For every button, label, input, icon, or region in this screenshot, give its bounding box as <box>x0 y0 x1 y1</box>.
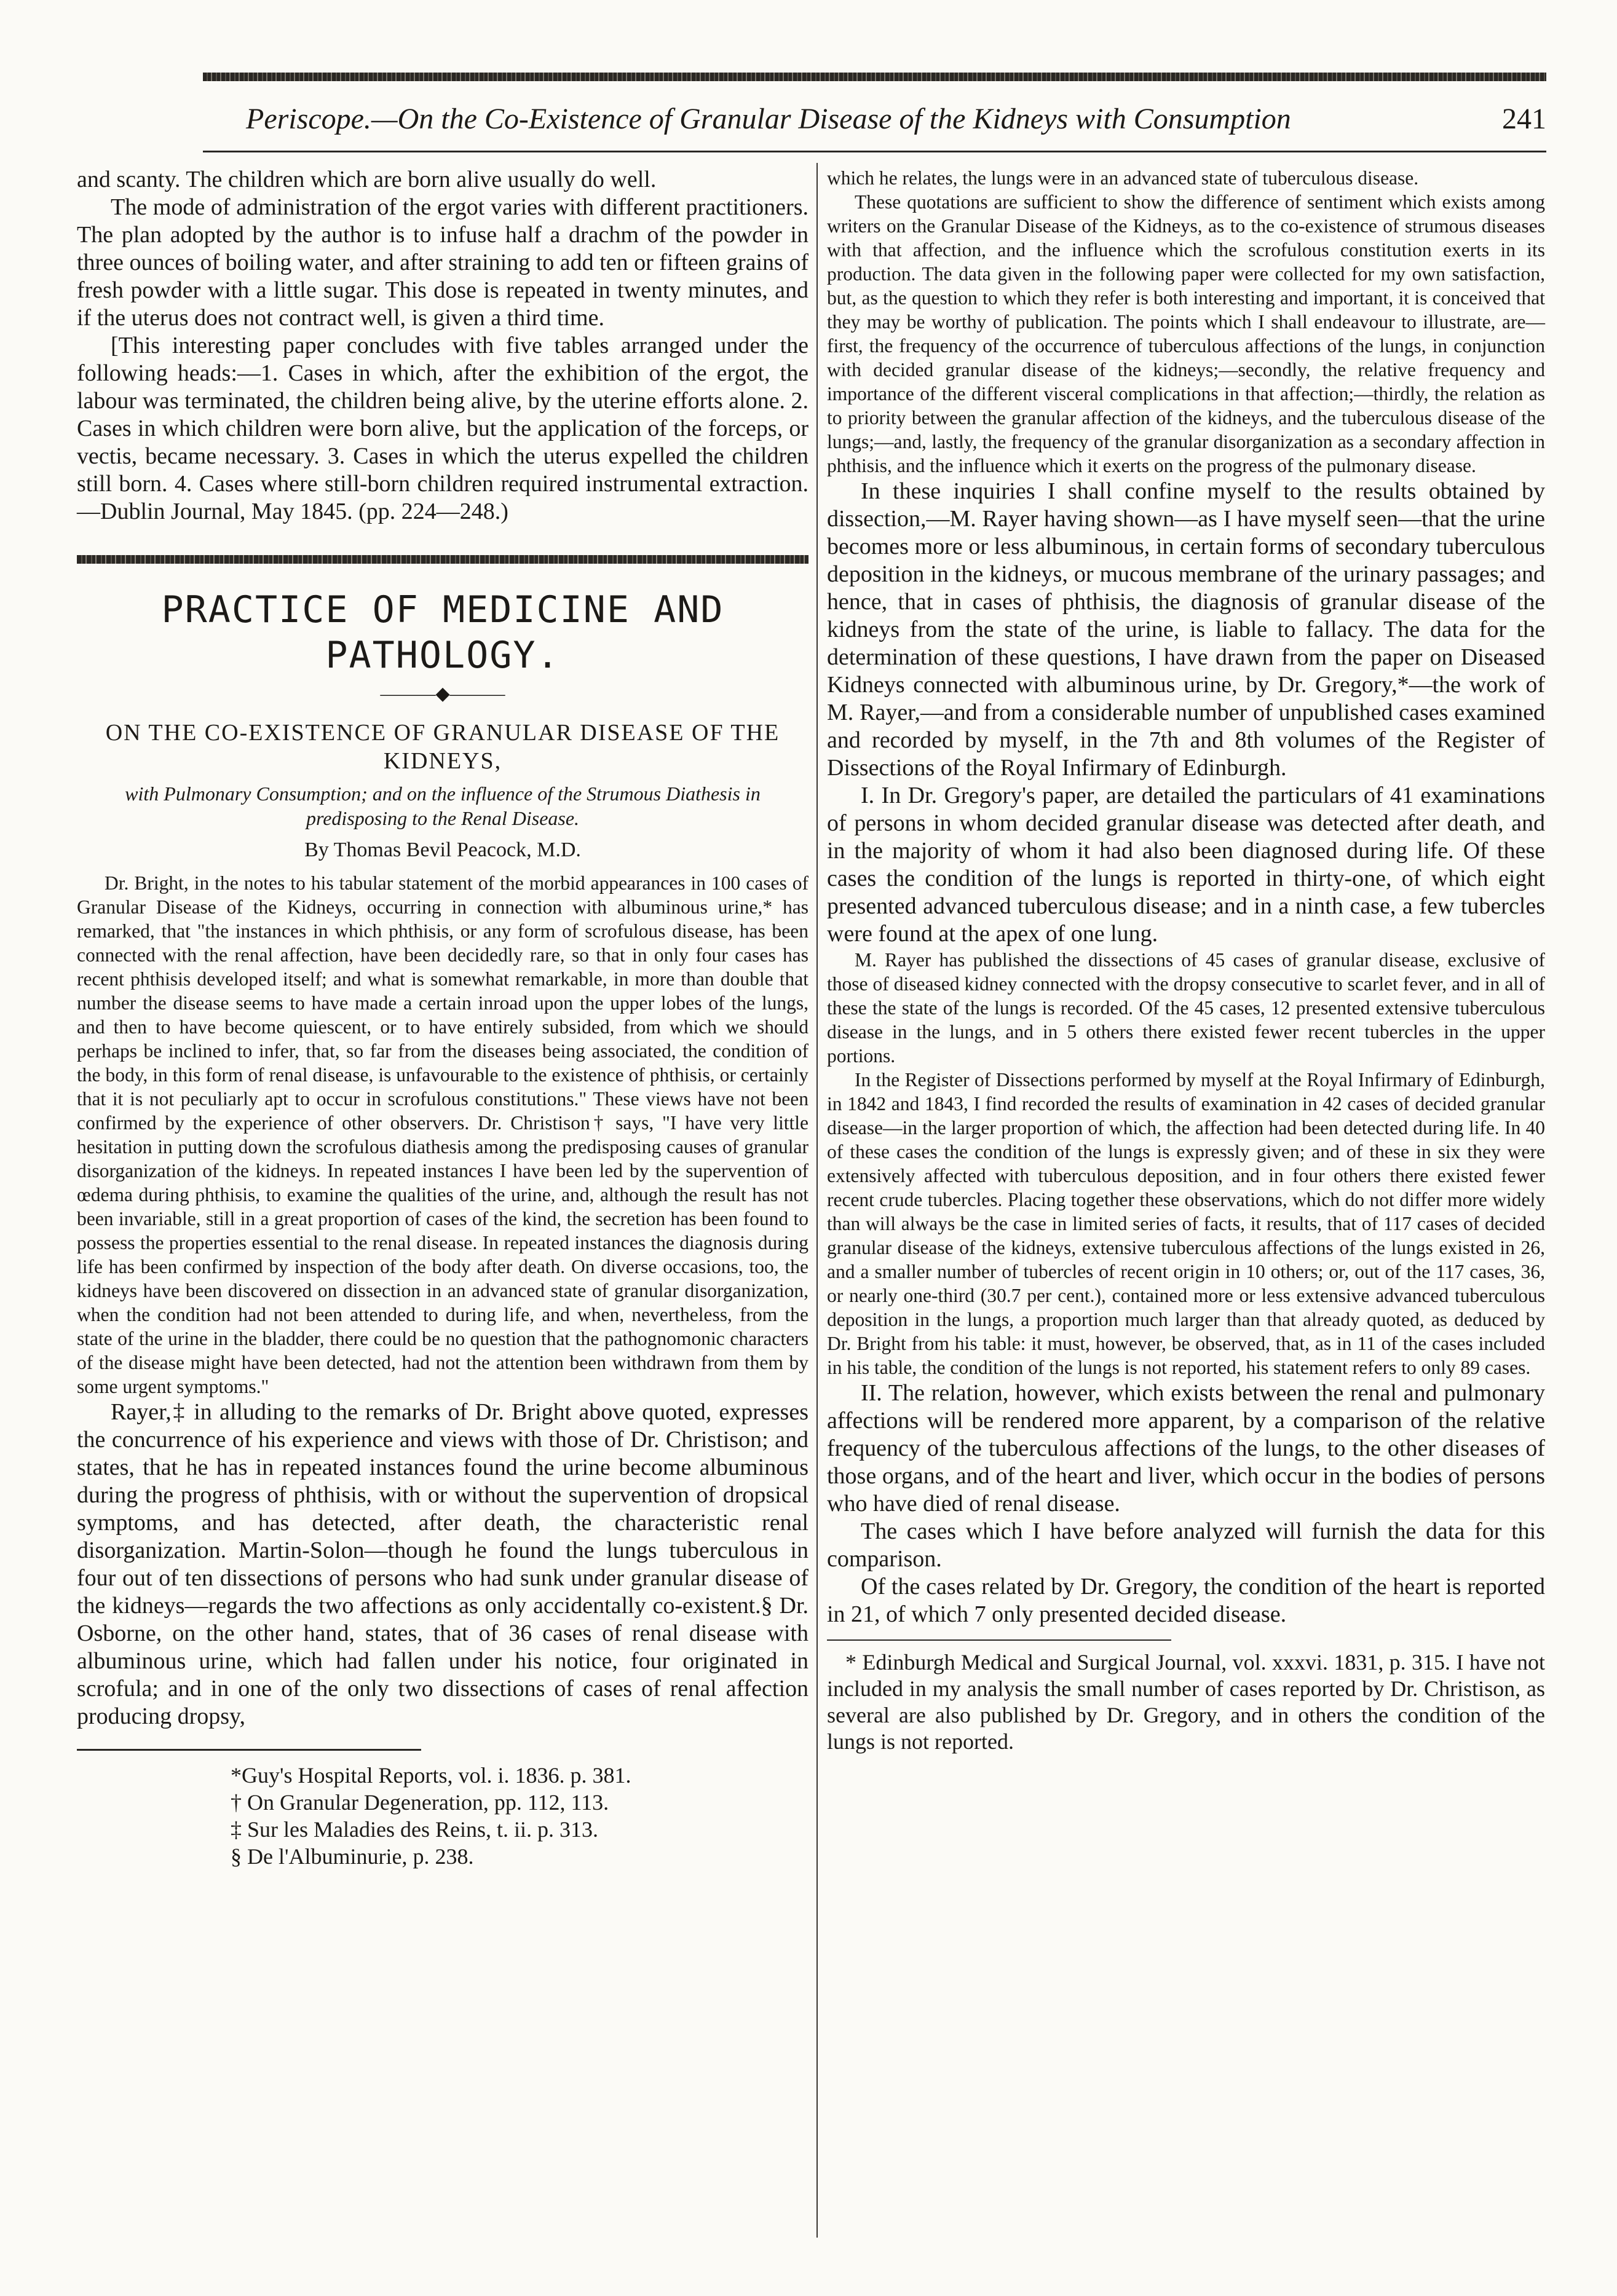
paragraph: I. In Dr. Gregory's paper, are detailed the particulars of 41 examinations of persons in whom decided granular disease was detected after death, and in the majority of whom it had also been diagnosed during life. Of these cases the condition of the lungs is reported in thirty-one, of which eight presented advanced tuberculous disease; and in a ninth case, a few tubercles were found at the apex of one lung. <box>827 783 1545 947</box>
section-heading: PRACTICE OF MEDICINE AND PATHOLOGY. <box>161 588 724 677</box>
footnote-rule <box>827 1639 1171 1641</box>
running-title: Periscope.—On the Co-Existence of Granular Disease of the Kidneys with Consumption <box>246 103 1291 135</box>
running-head <box>203 97 1546 141</box>
paragraph: II. The relation, however, which exists between the renal and pulmonary affections will be rendered more apparent, by a comparison of the relative frequency of the tuberculous affections of the lungs, to the other diseases of those organs, and of the heart and liver, which occur in the bodies of persons who have died of renal disease. <box>827 1380 1545 1517</box>
footnotes <box>77 1762 808 1870</box>
paragraph: The mode of administration of the ergot varies with different practitioners. The plan adopted by the author is to infuse half a drachm of the powder in three ounces of boiling water, and after straining to add ten or fifteen grains of fresh powder with a little sugar. This dose is repeated in twenty minutes, and if the uterus does not contract well, is given a third time. <box>77 194 808 331</box>
paragraph: Dr. Bright, in the notes to his tabular statement of the morbid appearances in 100 cases of Granular Disease of the Kidneys, occurring in connection with albuminous urine,* has remarked, that "the instances in which phthisis, or any form of scrofulous disease, has been connected with the renal affection, have been decidedly rare, so that in only four cases has recent phthisis developed itself; and what is somewhat remarkable, in more than double that number the disease seems to have made a certain inroad upon the upper lobes of the lungs, and then to have become quiescent, or to have entirely subsided, from which we should perhaps be inclined to infer, that, so far from the diseases being associated, the condition of the body, in this form of renal disease, is unfavourable to the existence of phthisis, or certainly that it is not peculiarly apt to occur in scrofulous constitutions." These views have not been confirmed by the experience of other observers. Dr. Christison† says, "I have very little hesitation in putting down the scrofulous diathesis among the predisposing causes of granular disorganization of the kidneys. In repeated instances I have been led by the supervention of œdema during phthisis, to examine the qualities of the urine, and, although the result has not been invariable, still in a great proportion of cases of the kind, the secretion has been found to possess the properties essential to the renal disease. In repeated instances the diagnosis during life has been confirmed by inspection of the body after death. On diverse occasions, too, the kidneys have been discovered on dissection in an advanced state of granular disorganization, when the condition had not been attended to during life, and when, nevertheless, from the state of the urine in the bladder, there could be no question that the pathognomonic characters of the disease might have been detected, had not the attention been withdrawn from them by some urgent symptoms." <box>77 872 808 1397</box>
column-divider <box>816 163 818 2238</box>
top-decorative-rule <box>203 73 1546 81</box>
article-subtitle: with Pulmonary Consumption; and on the influence of the Strumous Diathesis in predisposing to the Renal Disease. <box>125 783 761 829</box>
header-rule <box>203 151 1546 152</box>
heading-ornament: ———◆——— <box>380 684 505 704</box>
footnote-rule <box>77 1749 421 1751</box>
paragraph: The cases which I have before analyzed will furnish the data for this comparison. <box>827 1518 1545 1572</box>
article-title: ON THE CO-EXISTENCE OF GRANULAR DISEASE OF THE KIDNEYS, <box>105 720 780 774</box>
footnote: § De l'Albuminurie, p. 238. <box>231 1844 474 1869</box>
footnote: † On Granular Degeneration, pp. 112, 113. <box>231 1790 609 1815</box>
section-divider-rule <box>77 555 808 564</box>
page-number: 241 <box>1502 103 1546 135</box>
paragraph: These quotations are sufficient to show the difference of sentiment which exists among writers on the Granular Disease of the Kidneys, as to the co-existence of strumous diseases with that affection, and the influence which the scrofulous constitution exerts in its production. The data given in the following paper were collected for my own satisfaction, but, as the question to which they refer is both interesting and important, it is conceived that they may be worthy of publication. The points which I shall endeavour to illustrate, are—first, the frequency of the occurrence of tuberculous affections of the lungs, in conjunction with decided granular disease of the kidneys;—secondly, the relative frequency and importance of the different visceral complications in that affection;—thirdly, the relation as to priority between the granular affection of the kidneys, and the tuberculous disease of the lungs;—and, lastly, the frequency of the granular disorganization as a secondary affection in phthisis, and the influence which it exerts on the progress of the pulmonary disease. <box>827 191 1545 476</box>
footnote: ‡ Sur les Maladies des Reins, t. ii. p. 313. <box>231 1817 598 1842</box>
footnote: *Guy's Hospital Reports, vol. i. 1836. p. 381. <box>231 1763 631 1788</box>
paragraph: M. Rayer has published the dissections of 45 cases of granular disease, exclusive of those of diseased kidney connected with the dropsy consecutive to scarlet fever, and in all of these the state of the lungs is recorded. Of the 45 cases, 12 presented extensive tuberculous disease in the lungs, and in 5 others there existed fewer recent tubercles in the upper portions. <box>827 949 1545 1067</box>
right-column <box>827 166 1545 1755</box>
paragraph: In these inquiries I shall confine myself to the results obtained by dissection,—M. Rayer having shown—as I have myself seen—that the urine becomes more or less albuminous, in certain forms of secondary tuberculous deposition in the kidneys, or mucous membrane of the urinary passages; and hence, that in cases of phthisis, the diagnosis of granular disease of the kidneys from the state of the urine, is liable to fallacy. The data for the determination of these questions, I have drawn from the paper on Diseased Kidneys connected with albuminous urine, by Dr. Gregory,*—the work of M. Rayer,—and from a considerable number of unpublished cases examined and recorded by myself, in the 7th and 8th volumes of the Register of Dissections of the Royal Infirmary of Edinburgh. <box>827 478 1545 781</box>
paragraph: and scanty. The children which are born alive usually do well. <box>77 167 657 192</box>
paragraph: which he relates, the lungs were in an advanced state of tuberculous disease. <box>827 167 1419 189</box>
paragraph: In the Register of Dissections performed by myself at the Royal Infirmary of Edinburgh, in 1842 and 1843, I find recorded the results of examination in 42 cases of decided granular disease—in the larger proportion of which, the affection had been detected during life. In 40 of these cases the condition of the lungs is expressly given; and of these in six they were extensively affected with tuberculous deposition, and in four others there existed fewer recent crude tubercles. Placing together these observations, which do not differ more widely than will always be the case in limited series of facts, it results, that of 117 cases of decided granular disease of the kidneys, extensive tuberculous affections of the lungs existed in 26, and a smaller number of tubercles of recent origin in 10 others; or, out of the 117 cases, 36, or nearly one-third (30.7 per cent.), contained more or less extensive advanced tuberculous deposition in the lungs, a proportion much larger than that already quoted, as deduced by Dr. Bright from his table: it must, however, be observed, that, as in 11 of the cases included in his table, the condition of the lungs is not reported, his statement refers to only 89 cases. <box>827 1069 1545 1378</box>
paragraph: Of the cases related by Dr. Gregory, the condition of the heart is reported in 21, of which 7 only presented decided disease. <box>827 1574 1545 1627</box>
author-byline: By Thomas Bevil Peacock, M.D. <box>304 838 581 861</box>
paragraph: [This interesting paper concludes with five tables arranged under the following heads:—1. Cases in which, after the exhibition of the ergot, the labour was terminated, the children being alive, by the uterine efforts alone. 2. Cases in which children were born alive, but the application of the forceps, or vectis, became necessary. 3. Cases in which the uterus expelled the children still born. 4. Cases where still-born children required instrumental extraction.—Dublin Journal, May 1845. (pp. 224—248.) <box>77 333 808 524</box>
left-column <box>77 166 808 1870</box>
paragraph: Rayer,‡ in alluding to the remarks of Dr. Bright above quoted, expresses the concurrence of his experience and views with those of Dr. Christison; and states, that he has in repeated instances found the urine become albuminous during the progress of phthisis, with or without the supervention of dropsical symptoms, and has detected, after death, the characteristic renal disorganization. Martin-Solon—though he found the lungs tuberculous in four out of ten dissections of persons who had sunk under granular disease of the kidneys—regards the two affections as only accidentally co-existent.§ Dr. Osborne, on the other hand, states, that of 36 cases of renal disease with albuminous urine, which had fallen under his notice, four originated in scrofula; and in one of the only two dissections of cases of renal affection producing dropsy, <box>77 1399 808 1729</box>
footnote: * Edinburgh Medical and Surgical Journal, vol. xxxvi. 1831, p. 315. I have not included in my analysis the small number of cases reported by Dr. Christison, as several are also published by Dr. Gregory, and in others the condition of the lungs is not reported. <box>827 1650 1545 1754</box>
